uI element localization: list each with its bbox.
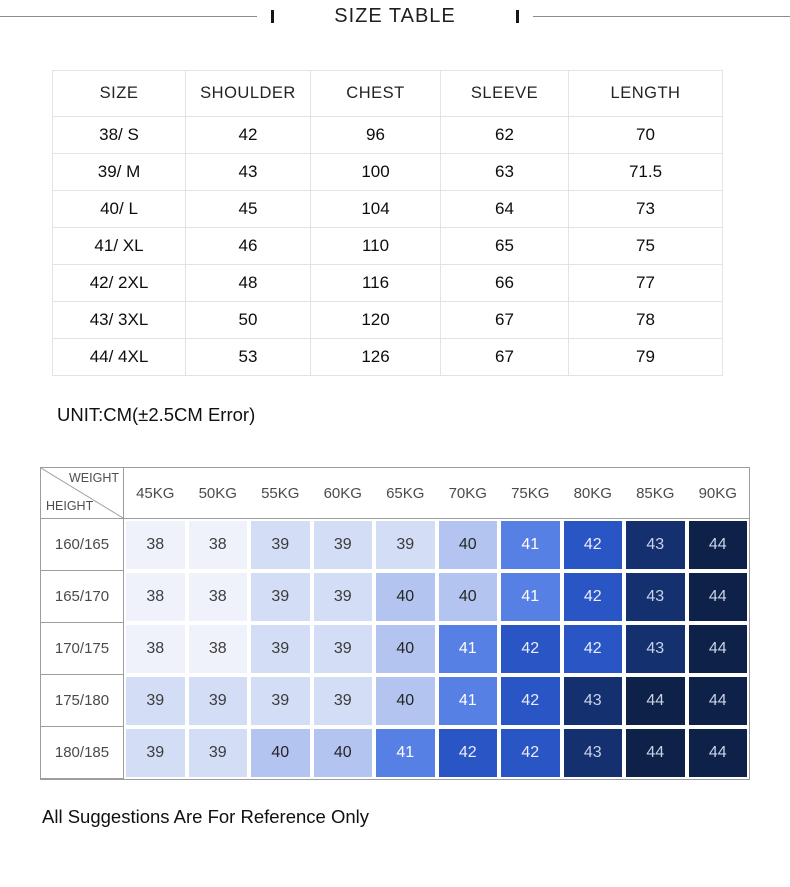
weight-column-header: 70KG [437, 468, 500, 519]
size-label-cell: 42/ 2XL [53, 265, 186, 302]
measurement-cell: 45 [186, 191, 311, 228]
size-table-column-header: CHEST [311, 71, 441, 117]
recommended-size-cell: 42 [499, 675, 562, 727]
weight-column-header: 85KG [624, 468, 687, 519]
recommended-size-cell: 40 [249, 727, 312, 779]
measurement-cell: 96 [311, 117, 441, 154]
size-table-header-row [53, 71, 723, 117]
measurement-cell: 42 [186, 117, 311, 154]
measurement-cell: 120 [311, 302, 441, 339]
weight-column-header: 80KG [562, 468, 625, 519]
recommended-size-cell: 44 [687, 623, 750, 675]
corner-cell [41, 468, 124, 519]
page-title: SIZE TABLE [334, 4, 456, 27]
measurement-cell: 70 [569, 117, 723, 154]
recommended-size-cell: 41 [374, 727, 437, 779]
fit-matrix-row [41, 675, 749, 727]
corner-height-label: HEIGHT [46, 499, 94, 513]
unit-note: UNIT:CM(±2.5CM Error) [57, 404, 256, 425]
weight-column-header: 90KG [687, 468, 750, 519]
title-left-tick [271, 10, 274, 23]
size-label-cell: 38/ S [53, 117, 186, 154]
measurement-cell: 62 [441, 117, 569, 154]
size-label-cell: 41/ XL [53, 228, 186, 265]
size-table-row [53, 191, 723, 228]
recommended-size-cell: 39 [249, 571, 312, 623]
fit-matrix-row [41, 727, 749, 779]
measurement-cell: 67 [441, 302, 569, 339]
recommended-size-cell: 43 [562, 727, 625, 779]
measurement-cell: 65 [441, 228, 569, 265]
corner-weight-label: WEIGHT [69, 471, 119, 485]
weight-column-header: 60KG [312, 468, 375, 519]
size-table-column-header: SLEEVE [441, 71, 569, 117]
recommended-size-cell: 39 [312, 623, 375, 675]
recommended-size-cell: 39 [124, 727, 187, 779]
recommended-size-cell: 38 [124, 623, 187, 675]
measurement-cell: 77 [569, 265, 723, 302]
size-table-row [53, 302, 723, 339]
recommended-size-cell: 41 [499, 571, 562, 623]
recommended-size-cell: 40 [374, 675, 437, 727]
height-row-label: 160/165 [41, 519, 124, 571]
size-table-row [53, 117, 723, 154]
measurement-cell: 78 [569, 302, 723, 339]
measurement-cell: 66 [441, 265, 569, 302]
footer-note: All Suggestions Are For Reference Only [42, 806, 369, 827]
height-row-label: 165/170 [41, 571, 124, 623]
recommended-size-cell: 42 [562, 623, 625, 675]
size-table-column-header: SIZE [53, 71, 186, 117]
recommended-size-cell: 44 [624, 675, 687, 727]
size-table-row [53, 339, 723, 376]
recommended-size-cell: 39 [187, 675, 250, 727]
weight-column-header: 45KG [124, 468, 187, 519]
measurement-cell: 67 [441, 339, 569, 376]
measurement-cell: 75 [569, 228, 723, 265]
recommended-size-cell: 44 [624, 727, 687, 779]
size-label-cell: 39/ M [53, 154, 186, 191]
fit-matrix-row [41, 623, 749, 675]
recommended-size-cell: 39 [312, 519, 375, 571]
recommended-size-cell: 44 [687, 727, 750, 779]
measurement-cell: 46 [186, 228, 311, 265]
measurement-cell: 48 [186, 265, 311, 302]
recommended-size-cell: 41 [437, 675, 500, 727]
measurement-cell: 79 [569, 339, 723, 376]
recommended-size-cell: 42 [562, 571, 625, 623]
fit-matrix-row [41, 519, 749, 571]
recommended-size-cell: 41 [499, 519, 562, 571]
recommended-size-cell: 43 [624, 571, 687, 623]
fit-matrix-header-row [41, 468, 749, 519]
title-right-tick [516, 10, 519, 23]
measurement-cell: 64 [441, 191, 569, 228]
recommended-size-cell: 44 [687, 519, 750, 571]
recommended-size-cell: 39 [124, 675, 187, 727]
recommended-size-cell: 42 [499, 727, 562, 779]
recommended-size-cell: 39 [187, 727, 250, 779]
measurement-cell: 71.5 [569, 154, 723, 191]
recommended-size-cell: 39 [249, 623, 312, 675]
measurement-cell: 73 [569, 191, 723, 228]
size-table-column-header: LENGTH [569, 71, 723, 117]
recommended-size-cell: 40 [374, 623, 437, 675]
measurement-cell: 116 [311, 265, 441, 302]
title-band [0, 5, 790, 27]
size-label-cell: 43/ 3XL [53, 302, 186, 339]
measurement-cell: 110 [311, 228, 441, 265]
size-table-row [53, 265, 723, 302]
recommended-size-cell: 38 [187, 519, 250, 571]
height-row-label: 180/185 [41, 727, 124, 779]
recommended-size-cell: 43 [562, 675, 625, 727]
recommended-size-cell: 44 [687, 675, 750, 727]
measurement-cell: 126 [311, 339, 441, 376]
recommended-size-cell: 39 [374, 519, 437, 571]
size-label-cell: 40/ L [53, 191, 186, 228]
recommended-size-cell: 42 [562, 519, 625, 571]
recommended-size-cell: 38 [124, 571, 187, 623]
recommended-size-cell: 40 [437, 519, 500, 571]
weight-column-header: 75KG [499, 468, 562, 519]
measurement-cell: 43 [186, 154, 311, 191]
recommended-size-cell: 41 [437, 623, 500, 675]
size-table-row [53, 154, 723, 191]
recommended-size-cell: 38 [187, 623, 250, 675]
recommended-size-cell: 40 [437, 571, 500, 623]
size-table-column-header: SHOULDER [186, 71, 311, 117]
recommended-size-cell: 40 [312, 727, 375, 779]
recommended-size-cell: 38 [124, 519, 187, 571]
recommended-size-cell: 40 [374, 571, 437, 623]
recommended-size-cell: 43 [624, 623, 687, 675]
measurement-cell: 104 [311, 191, 441, 228]
recommended-size-cell: 39 [312, 675, 375, 727]
measurement-cell: 63 [441, 154, 569, 191]
title-left-line [0, 16, 257, 17]
size-label-cell: 44/ 4XL [53, 339, 186, 376]
size-table-row [53, 228, 723, 265]
height-weight-fit-matrix [40, 467, 750, 780]
height-row-label: 170/175 [41, 623, 124, 675]
recommended-size-cell: 38 [187, 571, 250, 623]
weight-column-header: 55KG [249, 468, 312, 519]
measurement-cell: 100 [311, 154, 441, 191]
recommended-size-cell: 39 [249, 519, 312, 571]
weight-column-header: 65KG [374, 468, 437, 519]
recommended-size-cell: 39 [312, 571, 375, 623]
recommended-size-cell: 42 [499, 623, 562, 675]
recommended-size-cell: 43 [624, 519, 687, 571]
recommended-size-cell: 39 [249, 675, 312, 727]
measurement-cell: 50 [186, 302, 311, 339]
recommended-size-cell: 42 [437, 727, 500, 779]
size-measurements-table [52, 70, 723, 376]
measurement-cell: 53 [186, 339, 311, 376]
title-right-line [533, 16, 790, 17]
height-row-label: 175/180 [41, 675, 124, 727]
fit-matrix-row [41, 571, 749, 623]
weight-column-header: 50KG [187, 468, 250, 519]
recommended-size-cell: 44 [687, 571, 750, 623]
